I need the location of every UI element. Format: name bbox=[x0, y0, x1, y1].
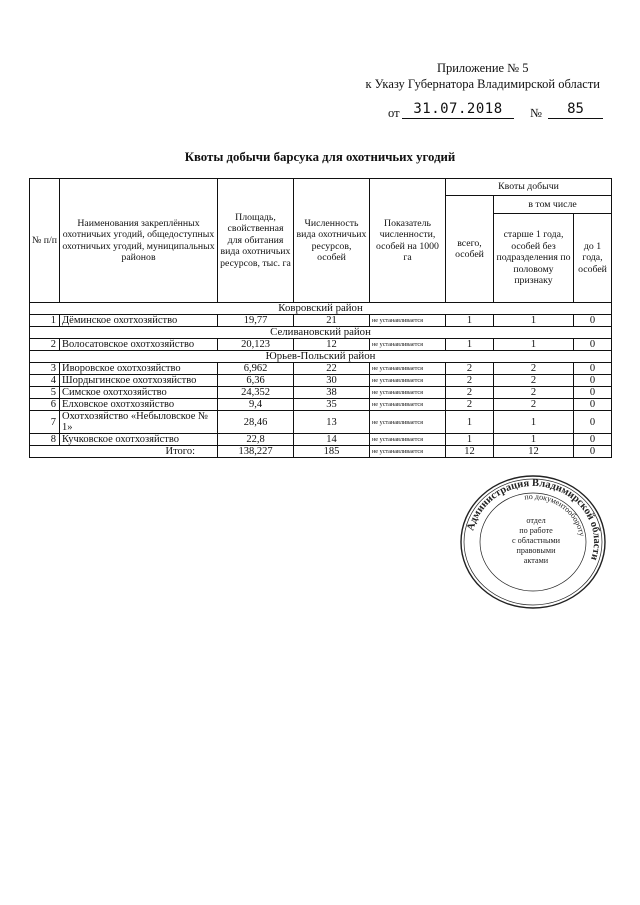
header-quota-group: Квоты добычи bbox=[446, 179, 612, 196]
quota-under: 0 bbox=[574, 387, 612, 399]
area-value: 28,46 bbox=[218, 411, 294, 434]
total-label: Итого: bbox=[30, 446, 218, 458]
quota-total: 1 bbox=[446, 411, 494, 434]
header-indicator: Показатель численности, особей на 1000 га bbox=[370, 179, 446, 303]
decree-date-number bbox=[388, 101, 603, 121]
quota-under: 0 bbox=[574, 375, 612, 387]
row-number: 5 bbox=[30, 387, 60, 399]
header-total: всего, особей bbox=[446, 196, 494, 303]
indicator-value: не устанавливается bbox=[370, 339, 446, 351]
quota-older: 2 bbox=[494, 387, 574, 399]
stamp-center-line: правовыми bbox=[516, 546, 556, 555]
district-row bbox=[30, 327, 612, 339]
table-row bbox=[30, 375, 612, 387]
document-title: Квоты добычи барсука для охотничьих угодий bbox=[184, 150, 456, 164]
population-value: 30 bbox=[294, 375, 370, 387]
district-row bbox=[30, 303, 612, 315]
quota-under: 0 bbox=[574, 411, 612, 434]
quota-under: 0 bbox=[574, 363, 612, 375]
row-number: 2 bbox=[30, 339, 60, 351]
indicator-value: не устанавливается bbox=[370, 387, 446, 399]
table-body bbox=[30, 303, 612, 458]
table-row bbox=[30, 339, 612, 351]
indicator-value: не устанавливается bbox=[370, 434, 446, 446]
total-under: 0 bbox=[574, 446, 612, 458]
district-name: Ковровский район bbox=[30, 303, 612, 315]
indicator-value: не устанавливается bbox=[370, 315, 446, 327]
table-row bbox=[30, 399, 612, 411]
row-number: 4 bbox=[30, 375, 60, 387]
population-value: 12 bbox=[294, 339, 370, 351]
row-number: 3 bbox=[30, 363, 60, 375]
table-row bbox=[30, 411, 612, 434]
area-value: 19,77 bbox=[218, 315, 294, 327]
total-quota: 12 bbox=[446, 446, 494, 458]
indicator-value: не устанавливается bbox=[370, 363, 446, 375]
quota-older: 1 bbox=[494, 315, 574, 327]
row-number: 8 bbox=[30, 434, 60, 446]
quota-total: 2 bbox=[446, 363, 494, 375]
quota-total: 1 bbox=[446, 315, 494, 327]
hunting-ground-name: Иворовское охотхозяйство bbox=[60, 363, 218, 375]
total-older: 12 bbox=[494, 446, 574, 458]
header-name: Наименования закреплённых охотничьих угодий, общедоступных охотничьих угодий, муниципальных районов bbox=[60, 179, 218, 303]
stamp-center-line: по работе bbox=[519, 526, 553, 535]
number-label: № bbox=[530, 106, 542, 120]
quota-older: 1 bbox=[494, 434, 574, 446]
quota-older: 2 bbox=[494, 399, 574, 411]
quota-older: 2 bbox=[494, 375, 574, 387]
quota-older: 1 bbox=[494, 339, 574, 351]
hunting-ground-name: Дёминское охотхозяйство bbox=[60, 315, 218, 327]
area-value: 24,352 bbox=[218, 387, 294, 399]
stamp-center-line: отдел bbox=[526, 516, 546, 525]
indicator-value: не устанавливается bbox=[370, 411, 446, 434]
hunting-ground-name: Елховское охотхозяйство bbox=[60, 399, 218, 411]
quota-total: 2 bbox=[446, 387, 494, 399]
stamp-ring-text: Администрация Владимирской области bbox=[465, 477, 603, 562]
row-number: 7 bbox=[30, 411, 60, 434]
header-num: № п/п bbox=[30, 179, 60, 303]
hunting-ground-name: Симское охотхозяйство bbox=[60, 387, 218, 399]
district-name: Юрьев-Польский район bbox=[30, 351, 612, 363]
quota-under: 0 bbox=[574, 315, 612, 327]
official-stamp bbox=[458, 473, 608, 611]
quota-total: 2 bbox=[446, 375, 494, 387]
table-row bbox=[30, 387, 612, 399]
population-value: 22 bbox=[294, 363, 370, 375]
row-number: 6 bbox=[30, 399, 60, 411]
table-row bbox=[30, 434, 612, 446]
total-row bbox=[30, 446, 612, 458]
population-value: 21 bbox=[294, 315, 370, 327]
appendix-label: Приложение № 5 bbox=[436, 61, 529, 75]
quota-total: 1 bbox=[446, 434, 494, 446]
stamp-inner-ring-text: по документообороту bbox=[523, 491, 587, 538]
hunting-ground-name: Кучковское охотхозяйство bbox=[60, 434, 218, 446]
quota-under: 0 bbox=[574, 434, 612, 446]
indicator-value: не устанавливается bbox=[370, 375, 446, 387]
district-name: Селивановский район bbox=[30, 327, 612, 339]
population-value: 35 bbox=[294, 399, 370, 411]
header-population: Численность вида охотничьих ресурсов, особей bbox=[294, 179, 370, 303]
header-older: старше 1 года, особей без подразделения по половому признаку bbox=[494, 214, 574, 303]
indicator-value: не устанавливается bbox=[370, 399, 446, 411]
header-under: до 1 года, особей bbox=[574, 214, 612, 303]
appendix-header bbox=[365, 60, 600, 92]
header-area: Площадь, свойственная для обитания вида охотничьих ресурсов, тыс. га bbox=[218, 179, 294, 303]
stamp-center-line: актами bbox=[523, 556, 549, 565]
total-area: 138,227 bbox=[218, 446, 294, 458]
total-indicator: не устанавливается bbox=[370, 446, 446, 458]
population-value: 14 bbox=[294, 434, 370, 446]
population-value: 13 bbox=[294, 411, 370, 434]
quota-total: 1 bbox=[446, 339, 494, 351]
area-value: 22,8 bbox=[218, 434, 294, 446]
quota-table bbox=[29, 178, 612, 458]
quota-total: 2 bbox=[446, 399, 494, 411]
table-header bbox=[30, 179, 612, 303]
from-label: от bbox=[388, 106, 400, 120]
row-number: 1 bbox=[30, 315, 60, 327]
hunting-ground-name: Волосатовское охотхозяйство bbox=[60, 339, 218, 351]
area-value: 9,4 bbox=[218, 399, 294, 411]
area-value: 6,962 bbox=[218, 363, 294, 375]
quota-under: 0 bbox=[574, 399, 612, 411]
hunting-ground-name: Шордыгинское охотхозяйство bbox=[60, 375, 218, 387]
decree-date: 31.07.2018 bbox=[402, 101, 514, 119]
decree-reference: к Указу Губернатора Владимирской области bbox=[365, 77, 600, 91]
quota-older: 1 bbox=[494, 411, 574, 434]
stamp-center-text bbox=[512, 516, 561, 565]
decree-number: 85 bbox=[548, 101, 603, 119]
table-row bbox=[30, 363, 612, 375]
hunting-ground-name: Охотхозяйство «Небыловское № 1» bbox=[60, 411, 218, 434]
area-value: 20,123 bbox=[218, 339, 294, 351]
population-value: 38 bbox=[294, 387, 370, 399]
quota-older: 2 bbox=[494, 363, 574, 375]
table-row bbox=[30, 315, 612, 327]
total-population: 185 bbox=[294, 446, 370, 458]
stamp-center-line: с областными bbox=[511, 536, 561, 545]
quota-under: 0 bbox=[574, 339, 612, 351]
district-row bbox=[30, 351, 612, 363]
area-value: 6,36 bbox=[218, 375, 294, 387]
header-including: в том числе bbox=[494, 196, 612, 214]
